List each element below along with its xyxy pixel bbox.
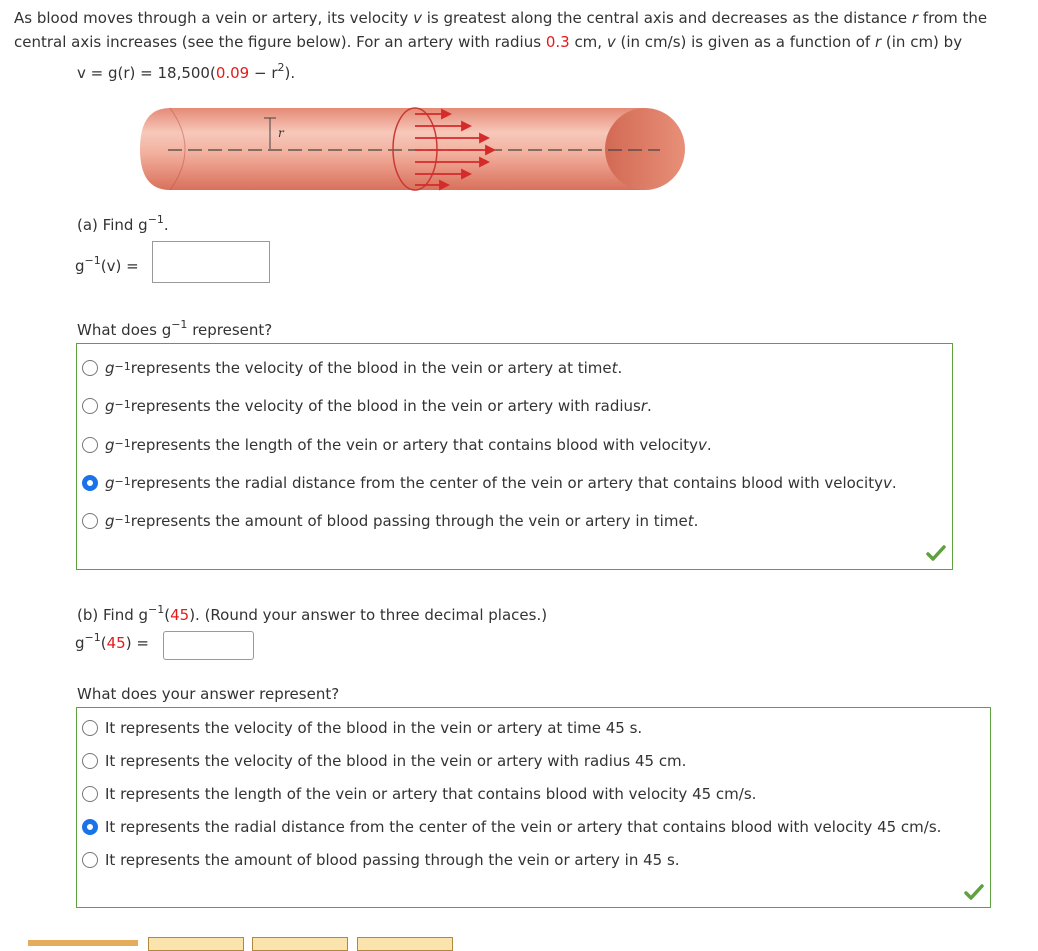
q2-choice-3[interactable]: It represents the length of the vein or artery that contains blood with velocity 45 cm/s. [82,784,756,804]
radio-button[interactable] [82,720,98,736]
help-button-2[interactable] [252,937,348,951]
part-b-input-label: $g^{-1}(45)$ = [75,631,149,652]
question-1-choices [76,343,953,570]
radius-label: r [278,126,284,140]
part-b-label: (b) Find $g^{-1}(45)$. (Round your answer to three decimal places.) [77,603,548,624]
artery-figure [140,104,690,196]
radio-button[interactable] [82,360,98,376]
help-button-3[interactable] [357,937,453,951]
g-inverse-45-input[interactable] [163,631,254,660]
radio-button-selected[interactable] [82,475,98,491]
q1-choice-2[interactable]: g $^{-1}$ represents the velocity of the blood in the vein or artery with radius r . [82,396,652,416]
g-inverse-input[interactable] [152,241,270,283]
need-help-heading-fragment [28,940,138,946]
checkmark-icon [964,884,984,900]
part-a-input-label: $g^{-1}(v)$ = [75,254,139,275]
q2-choice-4[interactable]: It represents the radial distance from the center of the vein or artery that contains blood with velocity 45 cm/s. [82,817,941,837]
radio-button[interactable] [82,437,98,453]
radio-button[interactable] [82,786,98,802]
q2-choice-1[interactable]: It represents the velocity of the blood in the vein or artery at time 45 s. [82,718,642,738]
radio-button[interactable] [82,513,98,529]
radius-value: 0.3 [545,33,570,51]
q1-choice-4[interactable]: g $^{-1}$ represents the radial distance from the center of the vein or artery that contains blood with velocity v . [82,473,897,493]
radio-button-selected[interactable] [82,819,98,835]
part-a-label: (a) Find $g^{-1}$. [77,213,169,234]
problem-statement: As blood moves through a vein or artery, its velocity v is greatest along the central axis and decreases as the distance r from the central axis increases (see the figure below). For an artery with radius 0.3 cm, v (in cm/s) is given as a function of r (in cm) by [14,9,988,51]
help-button-1[interactable] [148,937,244,951]
checkmark-icon [926,545,946,561]
q1-choice-5[interactable]: g $^{-1}$ represents the amount of blood passing through the vein or artery in time t . [82,511,698,531]
question-2-choices [76,707,991,908]
question-1-label: What does $g^{-1}$ represent? [77,318,273,339]
velocity-formula: $v = g(r) = 18,500(0.09 - r^2)$. [77,61,296,82]
q2-choice-2[interactable]: It represents the velocity of the blood in the vein or artery with radius 45 cm. [82,751,686,771]
radio-button[interactable] [82,852,98,868]
q1-choice-3[interactable]: g $^{-1}$ represents the length of the vein or artery that contains blood with velocity v . [82,435,712,455]
question-2-label: What does your answer represent? [77,685,340,703]
radio-button[interactable] [82,398,98,414]
radio-button[interactable] [82,753,98,769]
q2-choice-5[interactable]: It represents the amount of blood passing through the vein or artery in 45 s. [82,850,680,870]
q1-choice-1[interactable]: g $^{-1}$ represents the velocity of the blood in the vein or artery at time t . [82,358,622,378]
